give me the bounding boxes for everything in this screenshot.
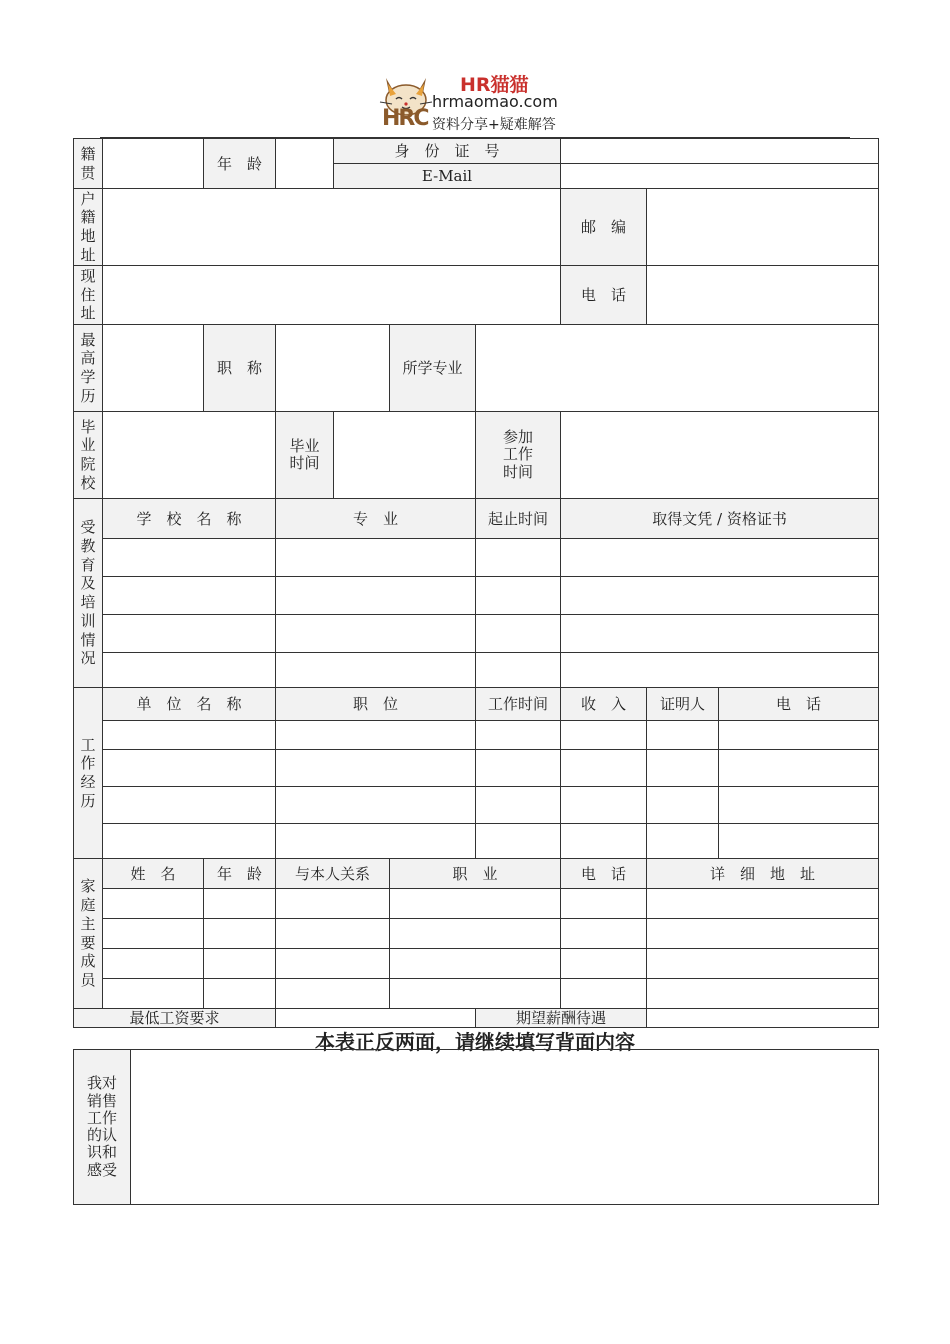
work-phone-cell[interactable] <box>719 824 879 859</box>
table-row <box>74 979 879 1009</box>
postcode-field[interactable] <box>647 189 879 266</box>
current-address-label: 现住址 <box>74 266 103 325</box>
highest-education-field[interactable] <box>103 325 204 412</box>
table-row <box>74 949 879 979</box>
education-certificate-cell[interactable] <box>561 539 879 577</box>
family-occupation-cell[interactable] <box>390 919 561 949</box>
family-phone-cell[interactable] <box>561 979 647 1009</box>
work-position-cell[interactable] <box>276 721 476 750</box>
education-school-cell[interactable] <box>103 539 276 577</box>
work-income-cell[interactable] <box>561 721 647 750</box>
family-address-cell[interactable] <box>647 949 879 979</box>
work-company-cell[interactable] <box>103 721 276 750</box>
family-occupation-cell[interactable] <box>390 889 561 919</box>
table-row <box>74 919 879 949</box>
work-time-cell[interactable] <box>476 750 561 787</box>
graduation-time-field[interactable] <box>334 412 476 499</box>
current-address-field[interactable] <box>103 266 561 325</box>
work-reference-cell[interactable] <box>647 721 719 750</box>
family-header-occupation: 职 业 <box>390 859 561 889</box>
family-header-address: 详 细 地 址 <box>647 859 879 889</box>
work-header-phone: 电 话 <box>719 688 879 721</box>
family-phone-cell[interactable] <box>561 919 647 949</box>
education-major-cell[interactable] <box>276 577 476 615</box>
table-row <box>74 889 879 919</box>
native-place-field[interactable] <box>103 139 204 189</box>
work-company-cell[interactable] <box>103 787 276 824</box>
work-header-position: 职 位 <box>276 688 476 721</box>
table-row <box>74 721 879 750</box>
education-period-cell[interactable] <box>476 577 561 615</box>
logo-mark: HRC <box>382 106 428 131</box>
work-position-cell[interactable] <box>276 787 476 824</box>
family-occupation-cell[interactable] <box>390 949 561 979</box>
household-address-field[interactable] <box>103 189 561 266</box>
logo-title: HR猫猫 <box>460 74 529 96</box>
back-side-form <box>73 1049 879 1205</box>
work-income-cell[interactable] <box>561 787 647 824</box>
education-school-cell[interactable] <box>103 653 276 688</box>
graduation-time-label: 毕业时间 <box>276 412 334 499</box>
highest-education-label: 最高学历 <box>74 325 103 412</box>
work-header-company: 单 位 名 称 <box>103 688 276 721</box>
sales-reflection-field[interactable] <box>131 1050 879 1205</box>
email-label: E-Mail <box>334 164 561 189</box>
education-major-cell[interactable] <box>276 653 476 688</box>
education-school-cell[interactable] <box>103 615 276 653</box>
work-start-time-label: 参加工作时间 <box>476 412 561 499</box>
graduate-school-field[interactable] <box>103 412 276 499</box>
education-section-label: 受教育及培训情况 <box>74 499 103 688</box>
expected-salary-field[interactable] <box>647 1009 879 1028</box>
education-period-cell[interactable] <box>476 653 561 688</box>
family-relation-cell[interactable] <box>276 919 390 949</box>
work-header-time: 工作时间 <box>476 688 561 721</box>
email-field[interactable] <box>561 164 879 189</box>
work-reference-cell[interactable] <box>647 750 719 787</box>
id-number-label: 身 份 证 号 <box>334 139 561 164</box>
family-address-cell[interactable] <box>647 889 879 919</box>
title-field[interactable] <box>276 325 390 412</box>
table-row <box>74 787 879 824</box>
title-label: 职 称 <box>204 325 276 412</box>
application-form <box>73 138 879 1028</box>
family-age-cell[interactable] <box>204 889 276 919</box>
min-salary-field[interactable] <box>276 1009 476 1028</box>
work-header-reference: 证明人 <box>647 688 719 721</box>
work-reference-cell[interactable] <box>647 787 719 824</box>
work-company-cell[interactable] <box>103 750 276 787</box>
family-relation-cell[interactable] <box>276 889 390 919</box>
phone-field[interactable] <box>647 266 879 325</box>
work-time-cell[interactable] <box>476 824 561 859</box>
age-label: 年 龄 <box>204 139 276 189</box>
graduate-school-label: 毕业院校 <box>74 412 103 499</box>
back-side-note: 本表正反两面，请继续填写背面内容 <box>315 1030 635 1054</box>
major-field[interactable] <box>476 325 879 412</box>
family-occupation-cell[interactable] <box>390 979 561 1009</box>
work-position-cell[interactable] <box>276 750 476 787</box>
family-name-cell[interactable] <box>103 919 204 949</box>
education-header-certificate: 取得文凭 / 资格证书 <box>561 499 879 539</box>
family-address-cell[interactable] <box>647 979 879 1009</box>
work-income-cell[interactable] <box>561 824 647 859</box>
major-label: 所学专业 <box>390 325 476 412</box>
family-age-cell[interactable] <box>204 949 276 979</box>
education-header-school: 学 校 名 称 <box>103 499 276 539</box>
table-row <box>74 750 879 787</box>
family-age-cell[interactable] <box>204 919 276 949</box>
family-name-cell[interactable] <box>103 979 204 1009</box>
work-start-time-field[interactable] <box>561 412 879 499</box>
work-time-cell[interactable] <box>476 721 561 750</box>
table-row <box>74 824 879 859</box>
family-phone-cell[interactable] <box>561 949 647 979</box>
work-time-cell[interactable] <box>476 787 561 824</box>
work-position-cell[interactable] <box>276 824 476 859</box>
work-header-income: 收 入 <box>561 688 647 721</box>
expected-salary-label: 期望薪酬待遇 <box>476 1009 647 1028</box>
logo <box>376 68 586 136</box>
family-age-cell[interactable] <box>204 979 276 1009</box>
id-number-field[interactable] <box>561 139 879 164</box>
family-relation-cell[interactable] <box>276 949 390 979</box>
min-salary-label: 最低工资要求 <box>74 1009 276 1028</box>
sales-reflection-label: 我对销售工作的认识和感受 <box>74 1050 131 1205</box>
education-period-cell[interactable] <box>476 615 561 653</box>
family-header-name: 姓 名 <box>103 859 204 889</box>
age-field[interactable] <box>276 139 334 189</box>
native-place-label: 籍贯 <box>74 139 103 189</box>
household-address-label: 户籍地址 <box>74 189 103 266</box>
work-phone-cell[interactable] <box>719 787 879 824</box>
family-relation-cell[interactable] <box>276 979 390 1009</box>
logo-url: hrmaomao.com <box>432 92 558 111</box>
table-row <box>74 539 879 577</box>
family-header-age: 年 龄 <box>204 859 276 889</box>
education-certificate-cell[interactable] <box>561 577 879 615</box>
work-phone-cell[interactable] <box>719 721 879 750</box>
education-major-cell[interactable] <box>276 615 476 653</box>
education-header-period: 起止时间 <box>476 499 561 539</box>
logo-tagline: 资料分享+疑难解答 <box>432 117 556 133</box>
education-certificate-cell[interactable] <box>561 615 879 653</box>
family-name-cell[interactable] <box>103 889 204 919</box>
family-section-label: 家庭主要成员 <box>74 859 103 1009</box>
education-period-cell[interactable] <box>476 539 561 577</box>
phone-label: 电 话 <box>561 266 647 325</box>
education-certificate-cell[interactable] <box>561 653 879 688</box>
family-address-cell[interactable] <box>647 919 879 949</box>
work-reference-cell[interactable] <box>647 824 719 859</box>
family-header-relation: 与本人关系 <box>276 859 390 889</box>
table-row <box>74 577 879 615</box>
education-school-cell[interactable] <box>103 577 276 615</box>
postcode-label: 邮 编 <box>561 189 647 266</box>
table-row <box>74 615 879 653</box>
family-phone-cell[interactable] <box>561 889 647 919</box>
work-section-label: 工作经历 <box>74 688 103 859</box>
education-header-major: 专 业 <box>276 499 476 539</box>
family-name-cell[interactable] <box>103 949 204 979</box>
work-income-cell[interactable] <box>561 750 647 787</box>
work-phone-cell[interactable] <box>719 750 879 787</box>
family-header-phone: 电 话 <box>561 859 647 889</box>
table-row <box>74 653 879 688</box>
education-major-cell[interactable] <box>276 539 476 577</box>
work-company-cell[interactable] <box>103 824 276 859</box>
